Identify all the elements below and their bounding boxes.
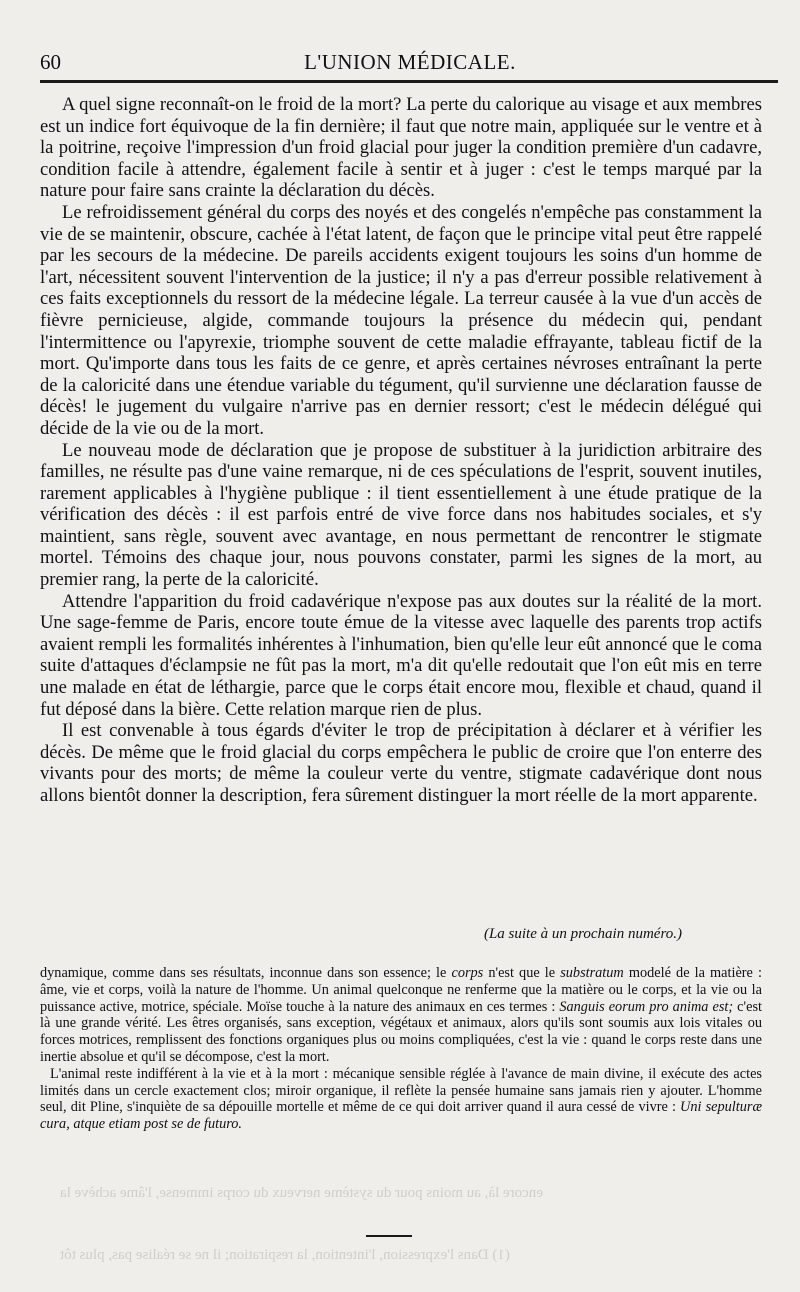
page-number: 60 <box>40 50 61 74</box>
paragraph-5: Il est convenable à tous égards d'éviter le trop de précipitation à déclarer et à vérifier les décès. De même que le froid glacial du corps empêchera le public de croire que l'on enterre des vivants pour des morts; de même la couleur verte du ventre, stigmate cadavérique dont nous allons bientôt donner la description, fera sûrement distinguer la mort réelle de la mort apparente. <box>40 720 762 806</box>
italic-phrase: corps <box>451 965 484 981</box>
footnote-paragraph-1: dynamique, comme dans ses résultats, inconnue dans son essence; le corps n'est que le substratum modelé de la matière : âme, vie et corps, voilà la nature de l'homme. Un animal quelconque ne renferme que la matière ou le corps, et la vie ou la puissance active, motrice, spéciale. Moïse touche à la nature des animaux en ces termes : Sanguis eorum pro anima est; c'est là une grande vérité. Les êtres organisés, sans exception, végétaux et animaux, alors qu'ils sont soumis aux lois vitales ou forces motrices, remplissent des fonctions organiques plus ou moins compliquées, c'est la vie : quand le corps reste dans une inertie absolue et qu'il se décompose, c'est la mort. <box>40 965 762 1065</box>
italic-phrase: Uni sepulturæ cura, atque etiam post se de futuro. <box>40 1099 763 1133</box>
footnote-paragraph-2: L'animal reste indifférent à la vie et à la mort : mécanique sensible réglée à l'avance de main divine, il exécute des actes limités dans un cercle exactement clos; miroir organique, il reflète la pensée humaine sans jamais rien y ajouter. L'homme seul, dit Pline, s'inquiète de sa dépouille mortelle et même de ce qui doit arriver quand il aura cessé de vivre : Uni sepulturæ cura, atque etiam post se de futuro. <box>40 1065 763 1133</box>
italic-phrase: substratum <box>560 965 624 981</box>
page-header <box>40 44 780 78</box>
paragraph-3: Le nouveau mode de déclaration que je propose de substituer à la juridiction arbitraire des familles, ne résulte pas d'une vaine remarque, ni de ces spéculations de l'esprit, souvent inutiles, rarement applicables à l'hygiène publique : il tient essentiellement à une étude pratique de la vérification des décès : il est parfois entré de vive force dans nos habitudes sociales, et s'y maintient, sans règle, souvent avec avantage, en nous permettant de rencontrer le stigmate mortel. Témoins des chaque jour, nous pouvons constater, parmi les signes de la mort, au premier rang, la perte de la caloricité. <box>40 439 762 591</box>
main-text <box>40 94 762 807</box>
paragraph-4: Attendre l'apparition du froid cadavérique n'expose pas aux doutes sur la réalité de la mort. Une sage-femme de Paris, encore toute émue de la vitesse avec laquelle des parents trop actifs avaient rempli les formalités inhérentes à l'inhumation, bien qu'elle leur eût annoncé que le coma suite d'attaques d'éclampsie ne fût pas la mort, m'a dit qu'elle redoutait que l'on eût mis en terre une malade en état de léthargie, parce que le corps était encore mou, flexible et chaud, quand il fut déposé dans la bière. Cette relation marque rien de plus. <box>40 590 762 720</box>
continuation-note: (La suite à un prochain numéro.) <box>483 926 682 942</box>
italic-phrase: Sanguis eorum pro anima est; <box>559 998 734 1015</box>
bleed-through-text: encore là, au moins pour du système nerveux du corps immense, l'âme achève la <box>60 1185 543 1201</box>
bleed-through-text: (1) Dans l'expression, l'intention, la respiration; il ne se réalise pas, plus tôt <box>60 1247 510 1263</box>
paragraph-1: A quel signe reconnaît-on le froid de la mort? La perte du calorique au visage et aux membres est un indice fort équivoque de la fin dernière; il faut que notre main, appliquée sur le ventre et à la poitrine, reçoive l'impression d'un froid glacial pour juger la condition première d'un cadavre, condition facile à attendre, également facile à sentir et à juger : c'est le temps marqué par la nature pour faire sans crainte la déclaration du décès. <box>40 94 762 202</box>
footer-rule <box>366 1235 412 1237</box>
running-title: L'UNION MÉDICALE. <box>304 50 516 74</box>
footnote <box>40 965 762 1133</box>
paragraph-2: Le refroidissement général du corps des noyés et des congelés n'empêche pas constamment la vie de se maintenir, obscure, cachée à l'état latent, de façon que le principe vital peut être rappelé par les secours de la médecine. De pareils accidents exigent toujours les soins d'un homme de l'art, nécessitent souvent l'intervention de la justice; il n'y a pas d'erreur possible relativement à ces faits exceptionnels du ressort de la médecine légale. La terreur causée à la vue d'un accès de fièvre pernicieuse, algide, commande toujours la présence du médecin qui, pendant l'intermittence ou l'apyrexie, triomphe souvent de cette maladie effrayante, tableau fictif de la mort. Qu'importe dans tous les faits de ce genre, et après certaines névroses entraînant la perte de la caloricité dans une étendue variable du tégument, qu'il survienne une déclaration fausse de décès! le jugement du vulgaire n'arrive pas en dernier ressort; c'est le médecin délégué qui décide de la vie ou de la mort. <box>40 201 762 439</box>
header-rule <box>40 80 778 83</box>
